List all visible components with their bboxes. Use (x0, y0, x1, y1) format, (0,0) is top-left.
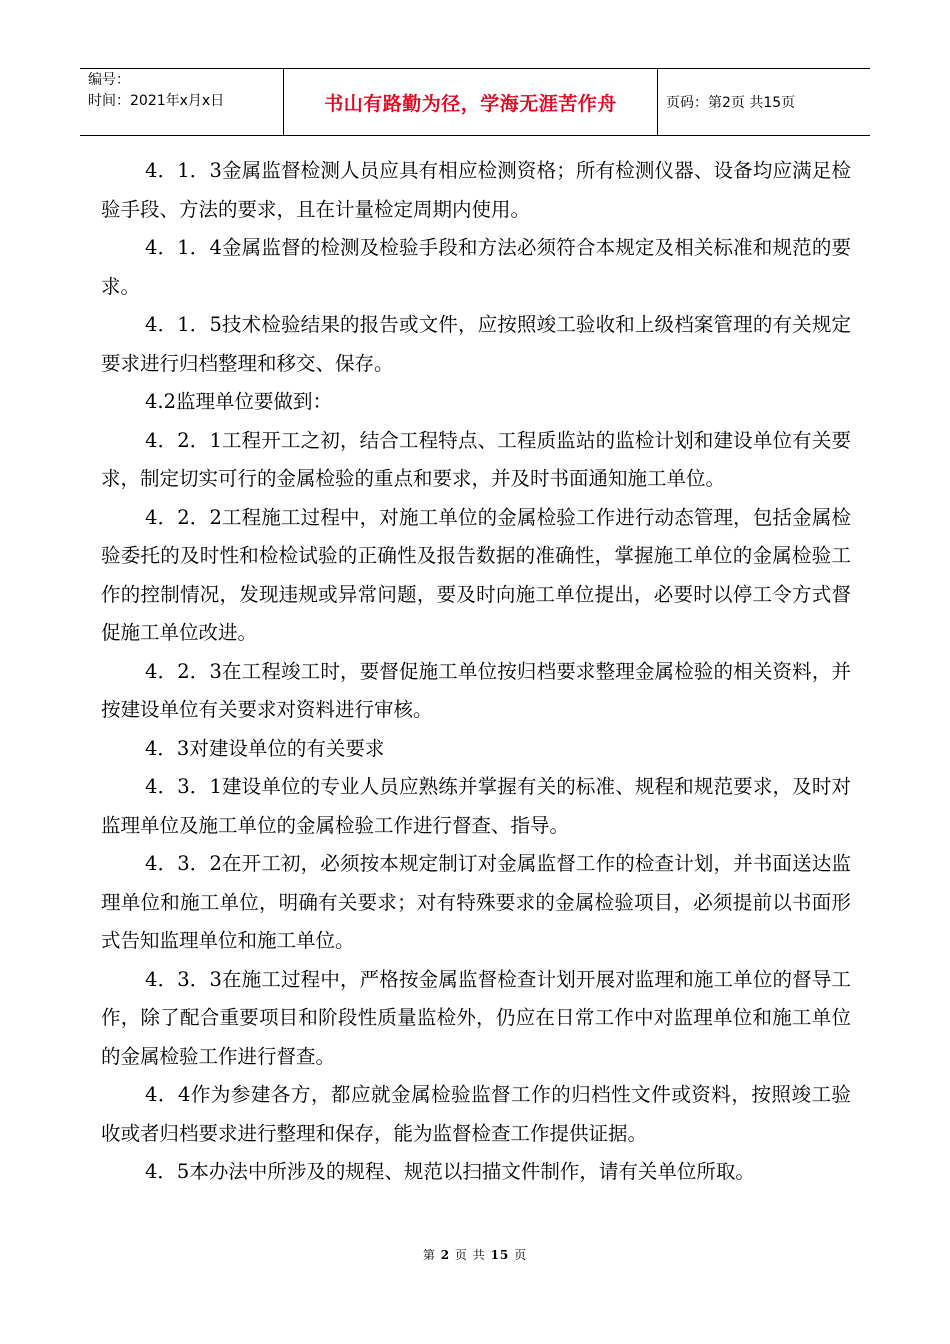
page-footer (0, 1246, 950, 1263)
footer-prefix: 第 (422, 1248, 436, 1262)
header-meta (80, 69, 284, 135)
page-header (80, 68, 870, 136)
paragraph: 4．2．1工程开工之初，结合工程特点、工程质监站的监检计划和建设单位有关要求，制定切实可行的金属检验的重点和要求，并及时书面通知施工单位。 (101, 428, 851, 490)
footer-middle: 页 共 (454, 1248, 486, 1262)
footer-total-pages: 15 (490, 1248, 510, 1262)
header-time-label: 时间：2021年x月x日 (88, 93, 225, 109)
paragraph: 4．2．2工程施工过程中，对施工单位的金属检验工作进行动态管理，包括金属检验委托的及时性和检检试验的正确性及报告数据的准确性，掌握施工单位的金属检验工作的控制情况，发现违规或异常问题，要及时向施工单位提出，必要时以停工令方式督促施工单位改进。 (101, 505, 851, 644)
section-heading: 4．3对建设单位的有关要求 (145, 736, 385, 760)
paragraph: 4．4作为参建各方，都应就金属检验监督工作的归档性文件或资料，按照竣工验收或者归档要求进行整理和保存，能为监督检查工作提供证据。 (101, 1083, 851, 1145)
paragraph: 4．2．3在工程竣工时，要督促施工单位按归档要求整理金属检验的相关资料，并按建设单位有关要求对资料进行审核。 (101, 659, 851, 721)
header-page-info: 页码：第2页 共15页 (666, 95, 796, 111)
paragraph: 4．1．4金属监督的检测及检验手段和方法必须符合本规定及相关标准和规范的要求。 (101, 236, 851, 298)
paragraph: 4．1．3金属监督检测人员应具有相应检测资格；所有检测仪器、设备均应满足检验手段、方法的要求，且在计量检定周期内使用。 (101, 159, 851, 221)
paragraph: 4．5本办法中所涉及的规程、规范以扫描文件制作，请有关单位所取。 (145, 1160, 755, 1183)
header-number-label: 编号： (88, 72, 130, 88)
section-heading: 4.2监理单位要做到： (145, 390, 333, 413)
footer-current-page: 2 (440, 1248, 451, 1262)
document-body (101, 152, 851, 1192)
paragraph: 4．3．2在开工初，必须按本规定制订对金属监督工作的检查计划，并书面送达监理单位和施工单位，明确有关要求；对有特殊要求的金属检验项目，必须提前以书面形式告知监理单位和施工单位。 (101, 852, 851, 952)
paragraph: 4．3．1建设单位的专业人员应熟练并掌握有关的标准、规程和规范要求，及时对监理单位及施工单位的金属检验工作进行督查、指导。 (101, 775, 851, 837)
paragraph: 4．1．5技术检验结果的报告或文件，应按照竣工验收和上级档案管理的有关规定要求进行归档整理和移交、保存。 (101, 313, 851, 375)
header-motto: 书山有路勤为径，学海无涯苦作舟 (284, 69, 658, 135)
footer-suffix: 页 (514, 1248, 528, 1262)
paragraph: 4．3．3在施工过程中，严格按金属监督检查计划开展对监理和施工单位的督导工作，除了配合重要项目和阶段性质量监检外，仍应在日常工作中对监理单位和施工单位的金属检验工作进行督查。 (101, 967, 851, 1068)
